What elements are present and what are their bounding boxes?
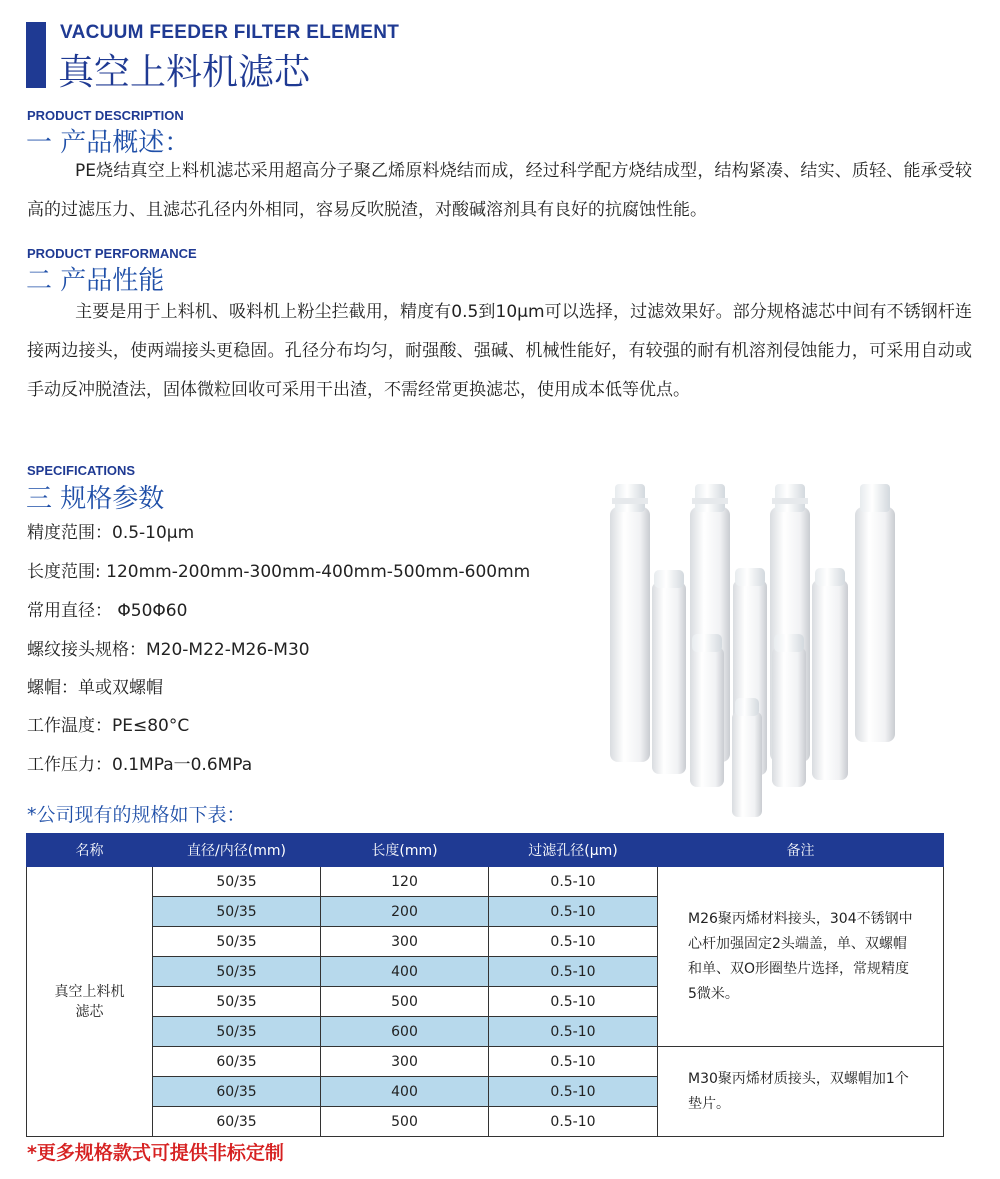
header-accent-bar <box>26 22 46 88</box>
diameter-cell: 50/35 <box>153 927 321 957</box>
length-cell: 400 <box>321 957 489 987</box>
diameter-cell: 50/35 <box>153 1017 321 1047</box>
description-label-en: PRODUCT DESCRIPTION <box>27 108 184 123</box>
description-label-cn: 一 产品概述： <box>26 128 191 158</box>
remark-cell-1: M26聚丙烯材料接头，304不锈钢中心杆加强固定2头端盖，单、双螺帽和单、双O形圈垫片选择，常规精度5微米。 <box>658 867 944 1047</box>
description-text: PE烧结真空上料机滤芯采用超高分子聚乙烯原料烧结而成，经过科学配方烧结成型，结构紧凑、结实、质轻、能承受较高的过滤压力、且滤芯孔径内外相同，容易反吹脱渣，对酸碱溶剂具有良好的抗腐蚀性能。 <box>27 161 972 220</box>
specifications-label-cn: 三 规格参数 <box>26 484 165 514</box>
pore-cell: 0.5-10 <box>489 897 658 927</box>
pore-cell: 0.5-10 <box>489 1077 658 1107</box>
performance-label-en: PRODUCT PERFORMANCE <box>27 246 197 261</box>
spec-length: 长度范围: 120mm-200mm-300mm-400mm-500mm-600mm <box>27 562 531 582</box>
length-cell: 300 <box>321 927 489 957</box>
description-text-block <box>27 152 972 230</box>
custom-spec-note: *更多规格款式可提供非标定制 <box>27 1142 284 1164</box>
table-row <box>27 1047 944 1077</box>
header-title-cn: 真空上料机滤芯 <box>58 52 311 93</box>
filter-tube-1 <box>610 484 650 762</box>
product-name-cell <box>27 867 153 1137</box>
length-cell: 120 <box>321 867 489 897</box>
performance-text: 主要是用于上料机、吸料机上粉尘拦截用，精度有0.5到10μm可以选择，过滤效果好。部分规格滤芯中间有不锈钢杆连接两边接头，使两端接头更稳固。孔径分布均匀，耐强酸、强碱、机械性能好，有较强的耐有机溶剂侵蚀能力，可采用自动或手动反冲脱渣法，固体微粒回收可采用干出渣，不需经常更换滤芯，使用成本低等优点。 <box>27 302 972 400</box>
length-cell: 300 <box>321 1047 489 1077</box>
table-header-row <box>27 834 944 867</box>
col-header-remark: 备注 <box>658 834 944 867</box>
remark-cell-2: M30聚丙烯材质接头，双螺帽加1个垫片。 <box>658 1047 944 1137</box>
diameter-cell: 50/35 <box>153 897 321 927</box>
filter-tube-4 <box>855 484 895 742</box>
spec-nut: 螺帽：单或双螺帽 <box>27 678 163 698</box>
specifications-label-en: SPECIFICATIONS <box>27 463 136 478</box>
filter-tube-5 <box>652 570 686 774</box>
col-header-length: 长度(mm) <box>321 834 489 867</box>
col-header-name: 名称 <box>27 834 153 867</box>
col-header-diameter: 直径/内径(mm) <box>153 834 321 867</box>
diameter-cell: 50/35 <box>153 987 321 1017</box>
pore-cell: 0.5-10 <box>489 987 658 1017</box>
performance-label-cn: 二 产品性能 <box>26 266 165 296</box>
pore-cell: 0.5-10 <box>489 1047 658 1077</box>
spec-precision: 精度范围：0.5-10μm <box>27 523 195 543</box>
spec-pressure: 工作压力：0.1MPa一0.6MPa <box>27 755 253 775</box>
product-name-line2: 滤芯 <box>75 1003 104 1020</box>
col-header-pore: 过滤孔径(μm) <box>489 834 658 867</box>
filter-tube-10 <box>732 698 762 817</box>
pore-cell: 0.5-10 <box>489 1107 658 1137</box>
pore-cell: 0.5-10 <box>489 867 658 897</box>
performance-text-block <box>27 293 972 410</box>
product-name-line1: 真空上料机 <box>54 983 125 1000</box>
filter-elements-product-image <box>590 462 950 827</box>
pore-cell: 0.5-10 <box>489 1017 658 1047</box>
length-cell: 200 <box>321 897 489 927</box>
length-cell: 500 <box>321 1107 489 1137</box>
filter-tube-7 <box>812 568 848 780</box>
diameter-cell: 60/35 <box>153 1107 321 1137</box>
length-cell: 600 <box>321 1017 489 1047</box>
spec-diameter: 常用直径： Φ50Φ60 <box>27 601 188 621</box>
spec-temperature: 工作温度：PE≤80°C <box>27 716 190 736</box>
pore-cell: 0.5-10 <box>489 957 658 987</box>
diameter-cell: 50/35 <box>153 867 321 897</box>
diameter-cell: 50/35 <box>153 957 321 987</box>
table-row <box>27 867 944 897</box>
table-note: *公司现有的规格如下表： <box>27 804 246 826</box>
filter-tube-8 <box>690 634 724 787</box>
spec-thread: 螺纹接头规格：M20-M22-M26-M30 <box>27 640 310 660</box>
length-cell: 500 <box>321 987 489 1017</box>
pore-cell: 0.5-10 <box>489 927 658 957</box>
length-cell: 400 <box>321 1077 489 1107</box>
header-title-en: VACUUM FEEDER FILTER ELEMENT <box>60 22 400 43</box>
diameter-cell: 60/35 <box>153 1077 321 1107</box>
filter-tube-9 <box>772 634 806 787</box>
diameter-cell: 60/35 <box>153 1047 321 1077</box>
spec-table <box>26 833 944 1137</box>
